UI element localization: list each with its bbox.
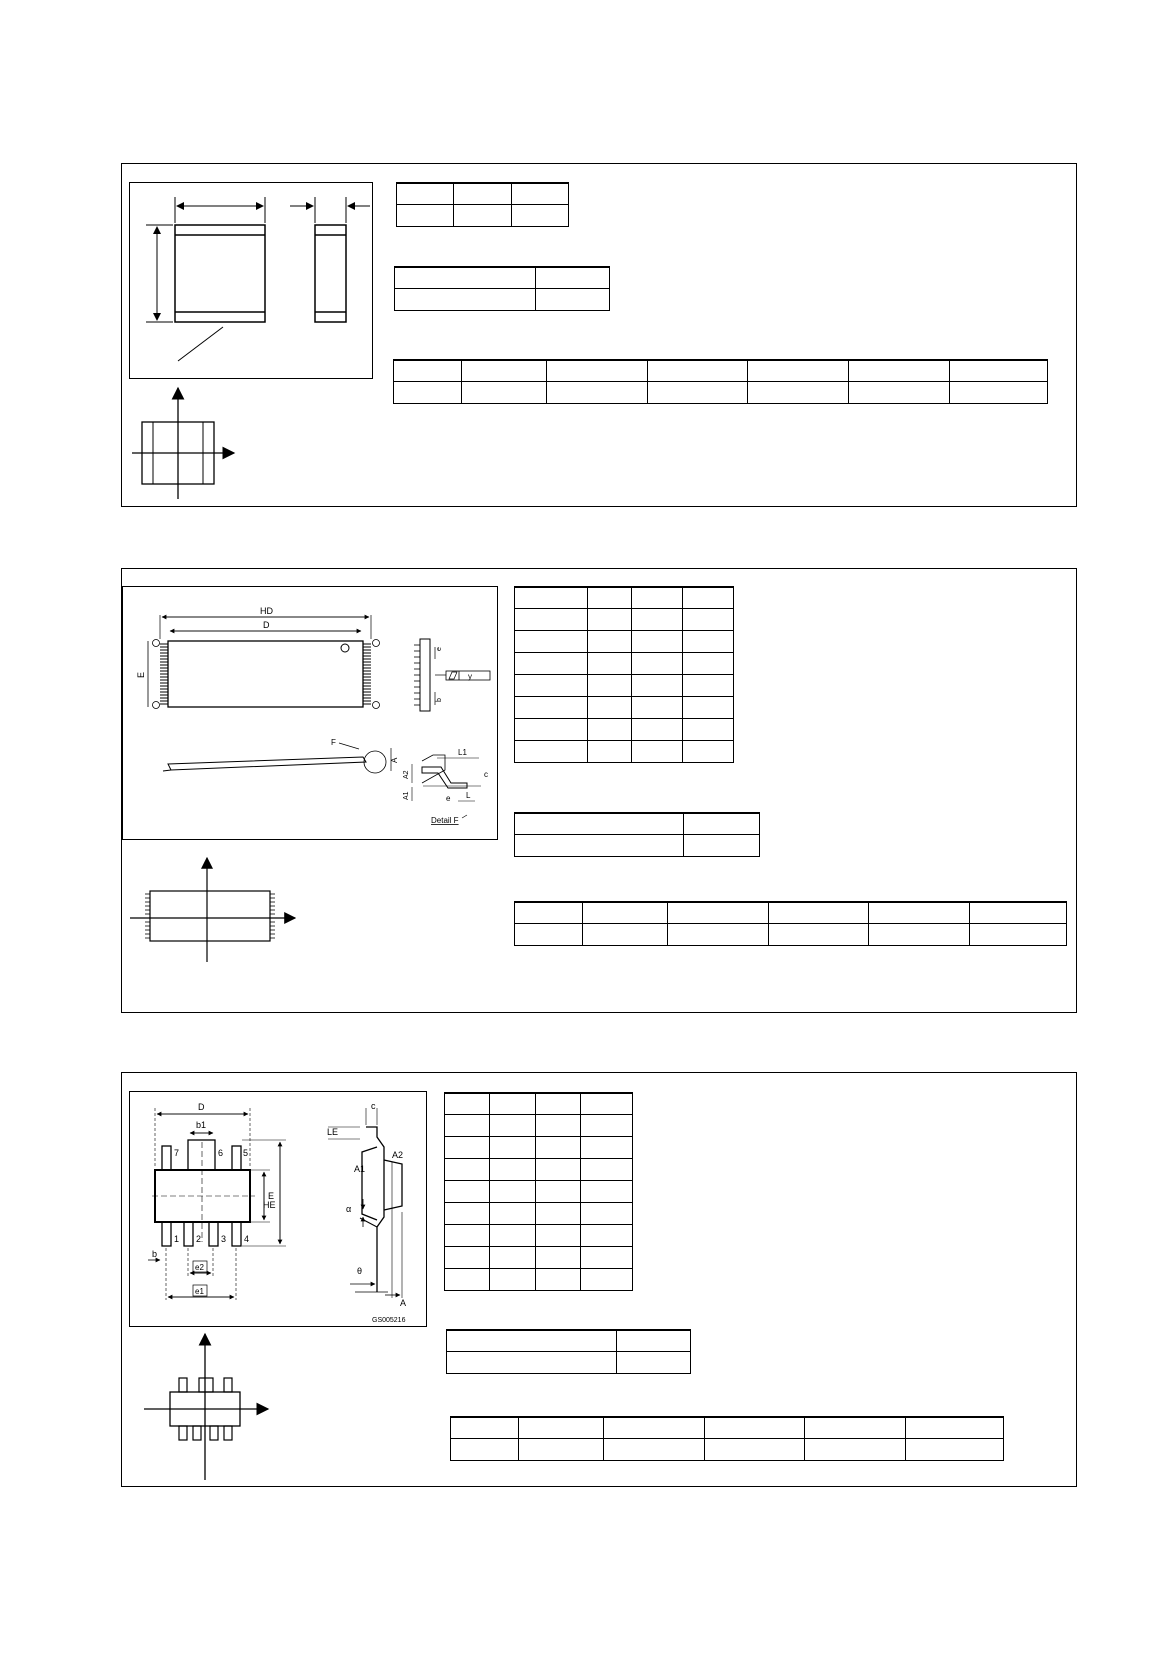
table-cell <box>445 1268 490 1290</box>
coplanarity-label-y: y <box>468 672 472 681</box>
table-cell <box>515 696 588 718</box>
table-cell <box>632 587 683 608</box>
table-cell <box>489 1136 535 1158</box>
table-cell <box>632 630 683 652</box>
table-cell <box>515 834 684 856</box>
table-cell <box>632 740 683 762</box>
dim-label-he: HE <box>263 1200 276 1210</box>
sot223-outline-svg <box>130 1092 428 1328</box>
table-cell <box>515 630 588 652</box>
table-cell <box>582 923 667 945</box>
table-cell <box>515 718 588 740</box>
table-cell <box>546 360 647 381</box>
table-cell <box>536 267 610 288</box>
table-cell <box>581 1180 633 1202</box>
table-cell <box>394 360 462 381</box>
table-cell <box>489 1114 535 1136</box>
table-cell <box>489 1158 535 1180</box>
table-cell <box>805 1438 906 1460</box>
table-cell <box>603 1438 704 1460</box>
table-cell <box>805 1417 906 1438</box>
table-cell <box>587 740 632 762</box>
table-cell <box>581 1136 633 1158</box>
table-cell <box>667 902 768 923</box>
table-cell <box>515 740 588 762</box>
table-cell <box>683 652 734 674</box>
dim-label-b: b <box>152 1249 158 1259</box>
tsop-outline-svg <box>123 587 499 841</box>
table-cell <box>869 902 970 923</box>
table-cell <box>535 1114 581 1136</box>
table-cell <box>445 1158 490 1180</box>
table-cell <box>546 381 647 403</box>
table-cell <box>535 1246 581 1268</box>
table-cell <box>950 360 1048 381</box>
table-cell <box>632 608 683 630</box>
dim-label-e-detail: e <box>446 794 451 803</box>
pin-label-7: 7 <box>174 1148 180 1158</box>
dim-label-c: c <box>484 770 488 779</box>
table-cell <box>535 1136 581 1158</box>
table-cell <box>445 1093 490 1114</box>
table-cell <box>581 1268 633 1290</box>
dim-label-b: b <box>436 698 443 702</box>
dimension-table-1 <box>396 182 569 227</box>
table-cell <box>683 630 734 652</box>
table-cell <box>869 923 970 945</box>
table-cell <box>535 1093 581 1114</box>
dim-label-a: A <box>400 1298 407 1308</box>
table-cell <box>587 630 632 652</box>
chip-outline-svg <box>130 183 374 380</box>
package-panel-3 <box>121 1072 1077 1487</box>
table-cell <box>587 674 632 696</box>
package-info-table-3 <box>446 1329 691 1374</box>
table-cell <box>489 1246 535 1268</box>
table-cell <box>454 183 511 204</box>
table-cell <box>581 1202 633 1224</box>
table-cell <box>445 1136 490 1158</box>
table-cell <box>461 360 546 381</box>
package-panel-2 <box>121 568 1077 1013</box>
orientation-diagram-3 <box>122 1330 272 1485</box>
table-cell <box>704 1438 805 1460</box>
packing-table-3 <box>450 1416 1004 1461</box>
dimension-table-3 <box>444 1092 633 1291</box>
pin-label-2: 2 <box>196 1234 202 1244</box>
drawing-id: GS005216 <box>372 1317 406 1324</box>
dim-label-d: D <box>198 1102 205 1112</box>
table-cell <box>617 1351 691 1373</box>
table-cell <box>768 923 869 945</box>
table-cell <box>515 902 583 923</box>
table-cell <box>451 1417 519 1438</box>
pin-label-6: 6 <box>218 1148 224 1158</box>
table-cell <box>632 674 683 696</box>
dim-label-l: L <box>466 791 471 800</box>
table-cell <box>535 1268 581 1290</box>
dim-label-a1: A1 <box>403 791 410 800</box>
orientation-diagram-2 <box>122 854 302 966</box>
table-cell <box>632 696 683 718</box>
table-cell <box>518 1417 603 1438</box>
dim-label-e2: e2 <box>195 1263 204 1272</box>
table-cell <box>515 608 588 630</box>
dim-label-c: c <box>371 1101 376 1111</box>
package-info-table-1 <box>394 266 610 311</box>
table-cell <box>849 360 950 381</box>
table-cell <box>950 381 1048 403</box>
table-cell <box>511 204 568 226</box>
table-cell <box>684 813 760 834</box>
table-cell <box>395 288 536 310</box>
package-info-table-2 <box>514 812 760 857</box>
table-cell <box>535 1224 581 1246</box>
table-cell <box>970 902 1067 923</box>
table-cell <box>683 674 734 696</box>
table-cell <box>603 1417 704 1438</box>
table-cell <box>535 1180 581 1202</box>
table-cell <box>489 1180 535 1202</box>
table-cell <box>489 1202 535 1224</box>
table-cell <box>582 902 667 923</box>
dim-label-le: LE <box>327 1127 339 1137</box>
table-cell <box>617 1330 691 1351</box>
dim-label-l1: L1 <box>458 748 467 757</box>
table-cell <box>447 1351 617 1373</box>
orientation-diagram-1 <box>122 384 252 508</box>
table-cell <box>515 674 588 696</box>
dim-label-a2: A2 <box>403 770 410 779</box>
table-cell <box>632 718 683 740</box>
table-cell <box>632 652 683 674</box>
table-cell <box>587 608 632 630</box>
table-cell <box>397 204 454 226</box>
table-cell <box>683 608 734 630</box>
table-cell <box>581 1224 633 1246</box>
table-cell <box>394 381 462 403</box>
table-cell <box>581 1093 633 1114</box>
table-cell <box>683 587 734 608</box>
table-cell <box>647 381 748 403</box>
pin-label-5: 5 <box>243 1148 249 1158</box>
table-cell <box>684 834 760 856</box>
table-cell <box>447 1330 617 1351</box>
table-cell <box>445 1180 490 1202</box>
table-cell <box>515 923 583 945</box>
dim-label-a1: A1 <box>354 1164 366 1174</box>
table-cell <box>587 718 632 740</box>
table-cell <box>489 1224 535 1246</box>
table-cell <box>489 1093 535 1114</box>
pin-label-1: 1 <box>174 1234 180 1244</box>
table-cell <box>535 1158 581 1180</box>
dim-label-alpha: α <box>346 1204 352 1214</box>
table-cell <box>515 813 684 834</box>
table-cell <box>581 1158 633 1180</box>
package-outline-drawing-1 <box>129 182 373 379</box>
table-cell <box>518 1438 603 1460</box>
package-outline-drawing-2 <box>122 586 498 840</box>
table-cell <box>683 696 734 718</box>
table-cell <box>395 267 536 288</box>
table-cell <box>906 1438 1004 1460</box>
table-cell <box>849 381 950 403</box>
table-cell <box>581 1246 633 1268</box>
dim-label-b1: b1 <box>196 1120 207 1130</box>
table-cell <box>683 740 734 762</box>
table-cell <box>768 902 869 923</box>
table-cell <box>647 360 748 381</box>
dim-label-a: A <box>390 757 399 763</box>
table-cell <box>667 923 768 945</box>
detail-title: Detail F <box>431 816 459 825</box>
table-cell <box>536 288 610 310</box>
dim-label-a2: A2 <box>392 1150 404 1160</box>
table-cell <box>748 360 849 381</box>
table-cell <box>748 381 849 403</box>
dim-label-e: E <box>268 1191 275 1201</box>
table-cell <box>489 1268 535 1290</box>
table-cell <box>970 923 1067 945</box>
table-cell <box>461 381 546 403</box>
table-cell <box>515 587 588 608</box>
package-outline-drawing-3 <box>129 1091 427 1327</box>
dim-label-theta: θ <box>357 1266 363 1276</box>
table-cell <box>445 1202 490 1224</box>
table-cell <box>445 1114 490 1136</box>
table-cell <box>445 1246 490 1268</box>
table-cell <box>445 1224 490 1246</box>
dim-label-e: E <box>136 671 146 678</box>
dim-label-hd: HD <box>260 606 273 616</box>
table-cell <box>397 183 454 204</box>
dim-label-d: D <box>263 620 270 630</box>
table-cell <box>906 1417 1004 1438</box>
table-cell <box>511 183 568 204</box>
dim-label-e-pitch: e <box>436 647 443 651</box>
dimension-table-2 <box>514 586 734 763</box>
table-cell <box>581 1114 633 1136</box>
packing-table-2 <box>514 901 1067 946</box>
table-cell <box>683 718 734 740</box>
package-panel-1 <box>121 163 1077 507</box>
table-cell <box>704 1417 805 1438</box>
table-cell <box>451 1438 519 1460</box>
dim-label-e1: e1 <box>195 1287 204 1296</box>
pin-label-3: 3 <box>221 1234 227 1244</box>
table-cell <box>454 204 511 226</box>
table-cell <box>535 1202 581 1224</box>
packing-table-1 <box>393 359 1048 404</box>
table-cell <box>515 652 588 674</box>
pin-label-4: 4 <box>244 1234 250 1244</box>
table-cell <box>587 652 632 674</box>
detail-marker-f: F <box>331 738 336 747</box>
table-cell <box>587 696 632 718</box>
table-cell <box>587 587 632 608</box>
